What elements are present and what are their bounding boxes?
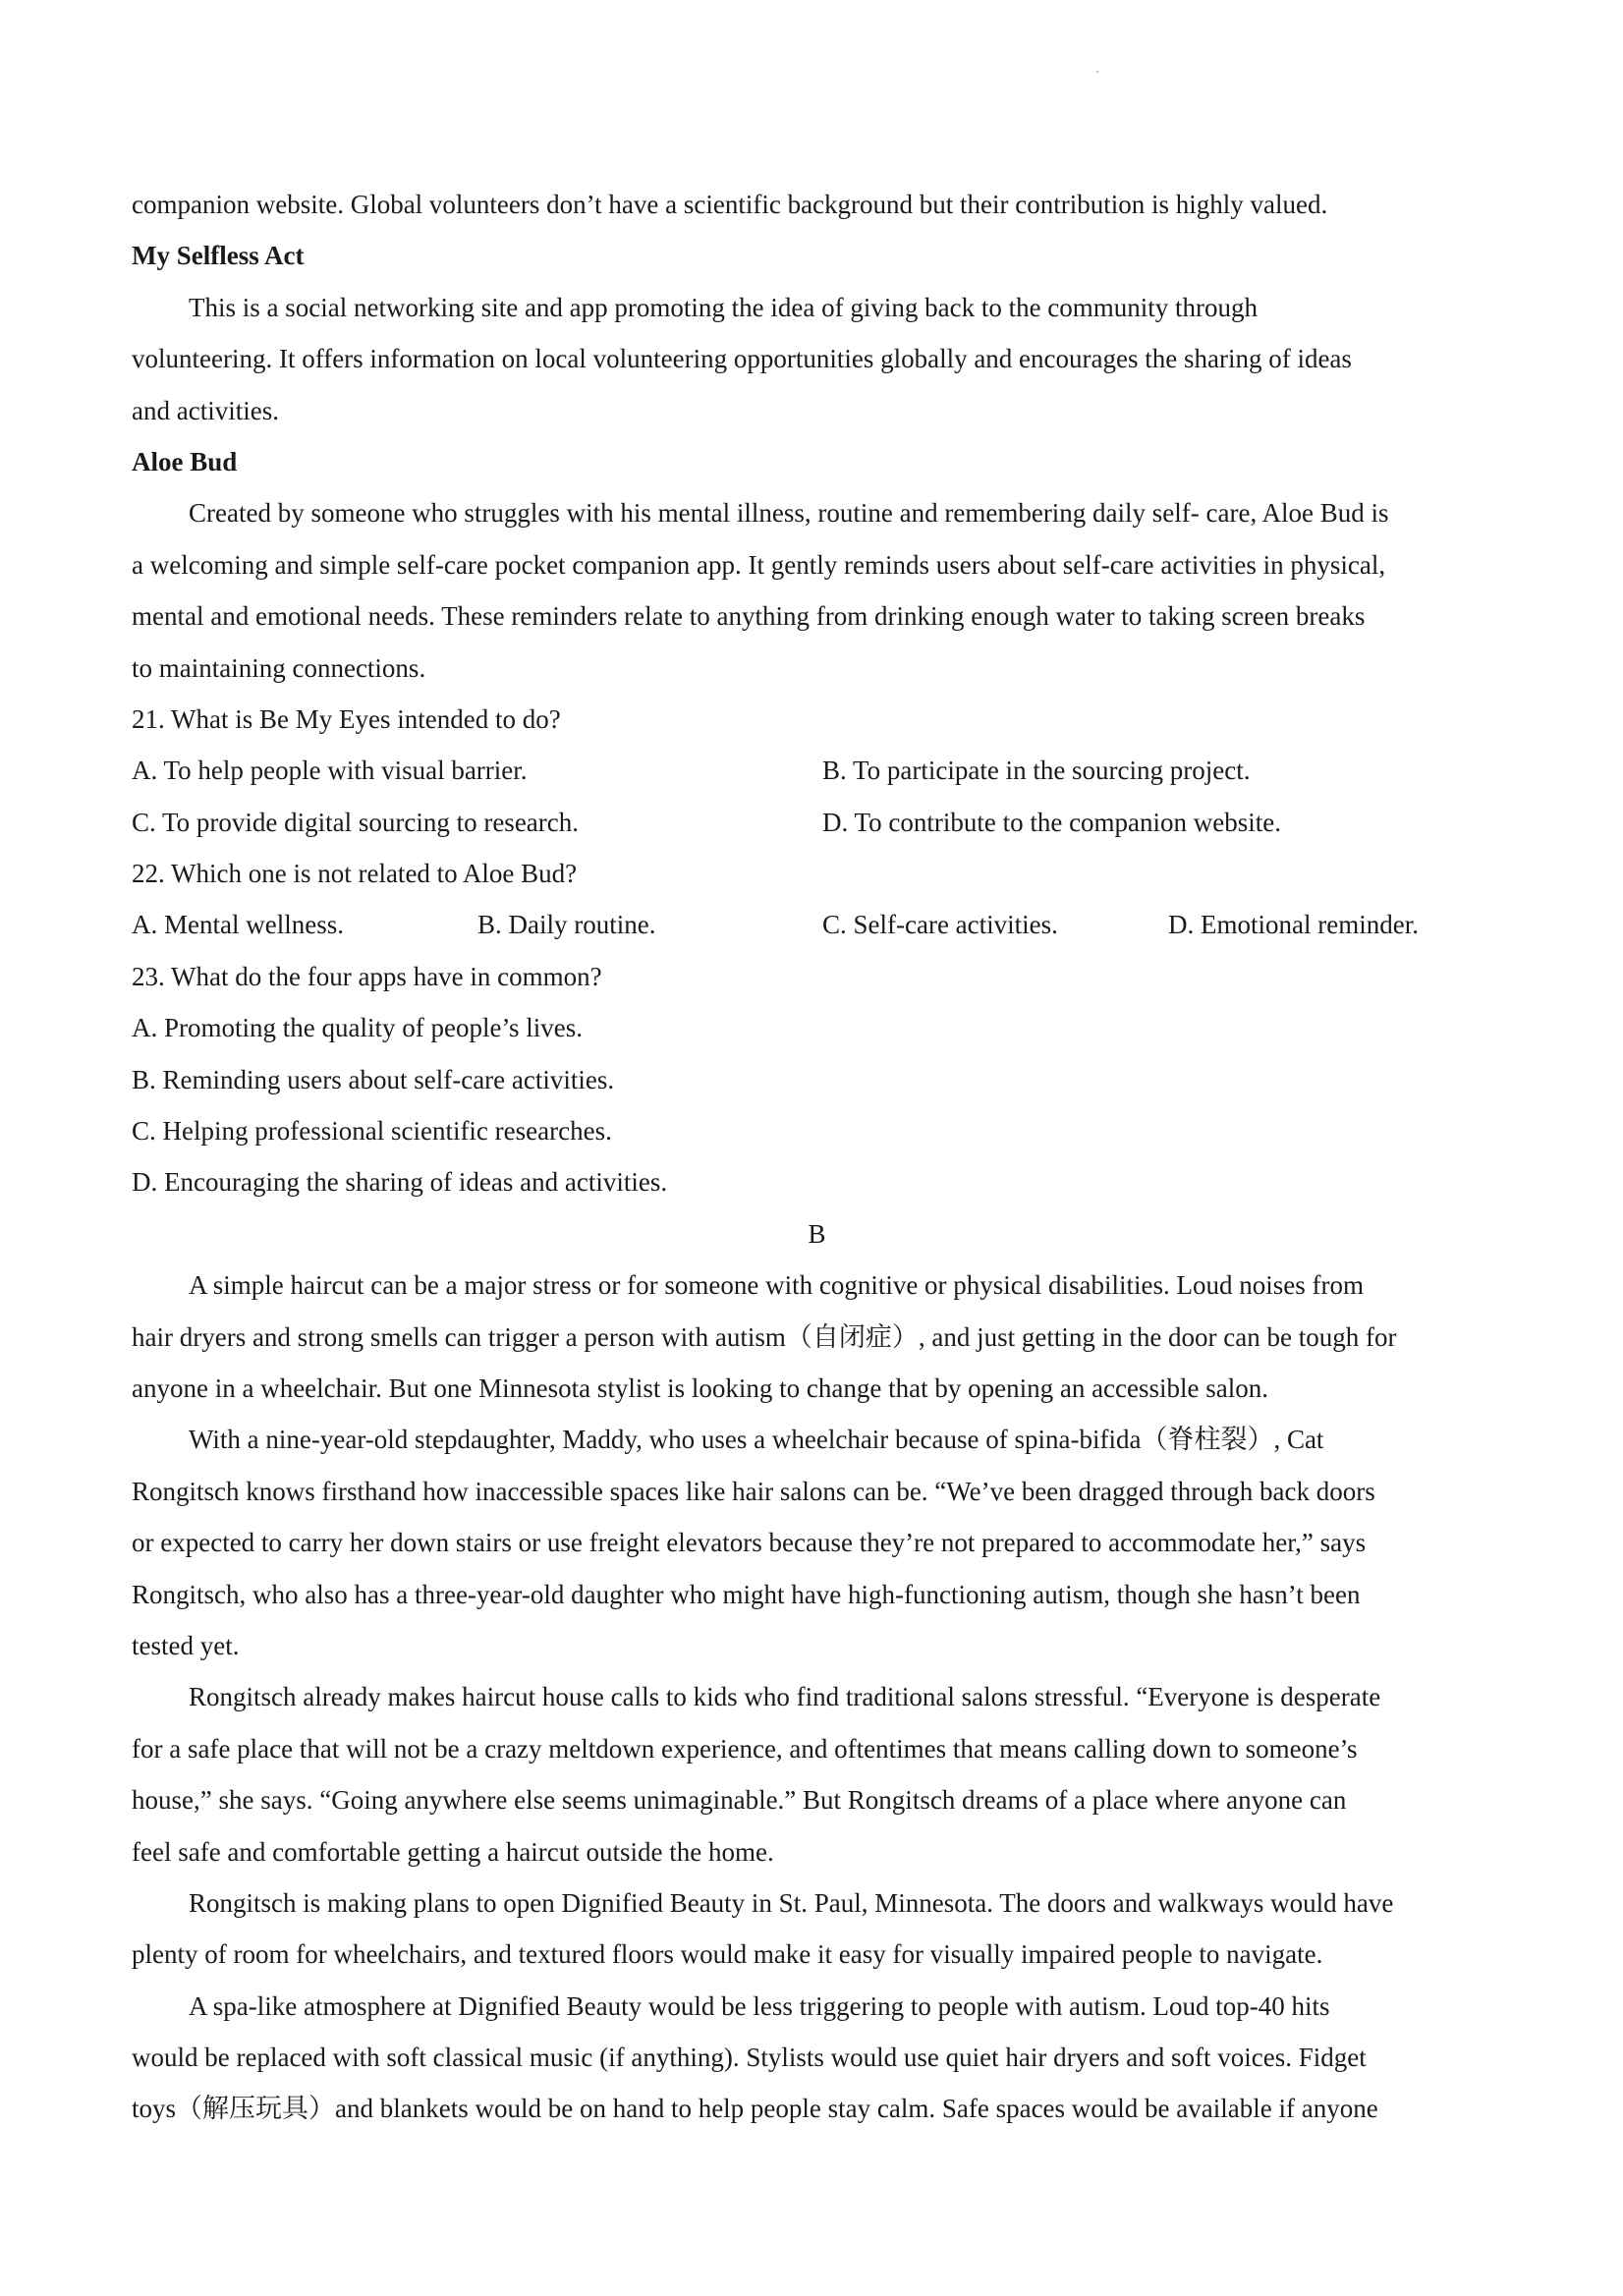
section-letter-b: B [808, 1218, 826, 1249]
question-22-options [132, 899, 1507, 950]
option-b: B. Daily routine. [477, 910, 656, 940]
option-d: D. Encouraging the sharing of ideas and activities. [132, 1167, 668, 1198]
question-21-options-row-1 [132, 745, 1507, 796]
option-c: C. Helping professional scientific researches. [132, 1116, 612, 1147]
text-line: would be replaced with soft classical music (if anything). Stylists would use quiet hair dryers and soft voices. Fidget [132, 2043, 1367, 2073]
text-line: house,” she says. “Going anywhere else seems unimaginable.” But Rongitsch dreams of a place where anyone can [132, 1785, 1347, 1816]
text-line: companion website. Global volunteers don’t have a scientific background but their contribution is highly valued. [132, 190, 1328, 219]
option-d: D. To contribute to the companion website. [822, 807, 1282, 837]
question-22: 22. Which one is not related to Aloe Bud? [132, 859, 578, 889]
document-body [132, 179, 1507, 2135]
text-line: Rongitsch knows firsthand how inaccessible spaces like hair salons can be. “We’ve been dragged through back doors [132, 1476, 1375, 1506]
text-line: mental and emotional needs. These reminders relate to anything from drinking enough water to taking screen breaks [132, 601, 1366, 632]
text-line: Rongitsch, who also has a three-year-old daughter who might have high-functioning autism, though she hasn’t been [132, 1579, 1361, 1609]
text-line: Created by someone who struggles with his mental illness, routine and remembering daily self- care, Aloe Bud is [189, 498, 1389, 529]
paragraph-3 [132, 1671, 1507, 1877]
text-line: toys（解压玩具）and blankets would be on hand to help people stay calm. Safe spaces would be available if anyone [132, 2094, 1378, 2124]
paragraph-2 [132, 1414, 1507, 1671]
option-a: A. Mental wellness. [132, 910, 344, 940]
section-heading-my-selfless-act: My Selfless Act [132, 241, 305, 271]
text-line: tested yet. [132, 1630, 240, 1660]
scan-dot [1096, 71, 1098, 73]
paragraph-5 [132, 1981, 1507, 2135]
text-line: Rongitsch already makes haircut house calls to kids who find traditional salons stressful. “Everyone is desperate [189, 1682, 1381, 1712]
section-heading-aloe-bud: Aloe Bud [132, 446, 238, 476]
text-line: to maintaining connections. [132, 652, 426, 683]
text-line: or expected to carry her down stairs or use freight elevators because they’re not prepared to accommodate her,” says [132, 1528, 1367, 1558]
text-line: Rongitsch is making plans to open Dignified Beauty in St. Paul, Minnesota. The doors and walkways would have [189, 1887, 1394, 1918]
option-c: C. Self-care activities. [822, 910, 1058, 940]
option-b: B. To participate in the sourcing project. [822, 756, 1251, 786]
text-line: plenty of room for wheelchairs, and textured floors would make it easy for visually impaired people to navigate. [132, 1939, 1323, 1970]
text-line: hair dryers and strong smells can trigger a person with autism（自闭症）, and just getting in the door can be tough for [132, 1321, 1397, 1352]
text-line: volunteering. It offers information on local volunteering opportunities globally and encourages the sharing of ideas [132, 344, 1352, 374]
text-line: A simple haircut can be a major stress or for someone with cognitive or physical disabilities. Loud noises from [189, 1270, 1364, 1301]
option-a: A. To help people with visual barrier. [132, 756, 528, 786]
text-line: feel safe and comfortable getting a haircut outside the home. [132, 1836, 774, 1867]
text-line: for a safe place that will not be a crazy meltdown experience, and oftentimes that means calling down to someone’s [132, 1733, 1358, 1764]
option-a: A. Promoting the quality of people’s lives. [132, 1013, 583, 1043]
text-line: and activities. [132, 395, 279, 425]
paragraph-1 [132, 1260, 1507, 1414]
paragraph-4 [132, 1877, 1507, 1981]
option-d: D. Emotional reminder. [1168, 910, 1419, 940]
option-b: B. Reminding users about self-care activities. [132, 1064, 615, 1094]
text-line: A spa-like atmosphere at Dignified Beauty would be less triggering to people with autism. Loud top-40 hits [189, 1990, 1330, 2021]
option-c: C. To provide digital sourcing to research. [132, 807, 580, 837]
text-line: a welcoming and simple self-care pocket companion app. It gently reminds users about self-care activities in physical, [132, 549, 1386, 580]
text-line: With a nine-year-old stepdaughter, Maddy, who uses a wheelchair because of spina-bifida（脊柱裂）, Cat [189, 1425, 1324, 1455]
text-line: anyone in a wheelchair. But one Minnesota stylist is looking to change that by opening an accessible salon. [132, 1372, 1268, 1403]
question-21-options-row-2 [132, 797, 1507, 848]
text-line: This is a social networking site and app promoting the idea of giving back to the community through [189, 292, 1259, 322]
question-21: 21. What is Be My Eyes intended to do? [132, 703, 561, 734]
question-23: 23. What do the four apps have in common? [132, 961, 602, 991]
